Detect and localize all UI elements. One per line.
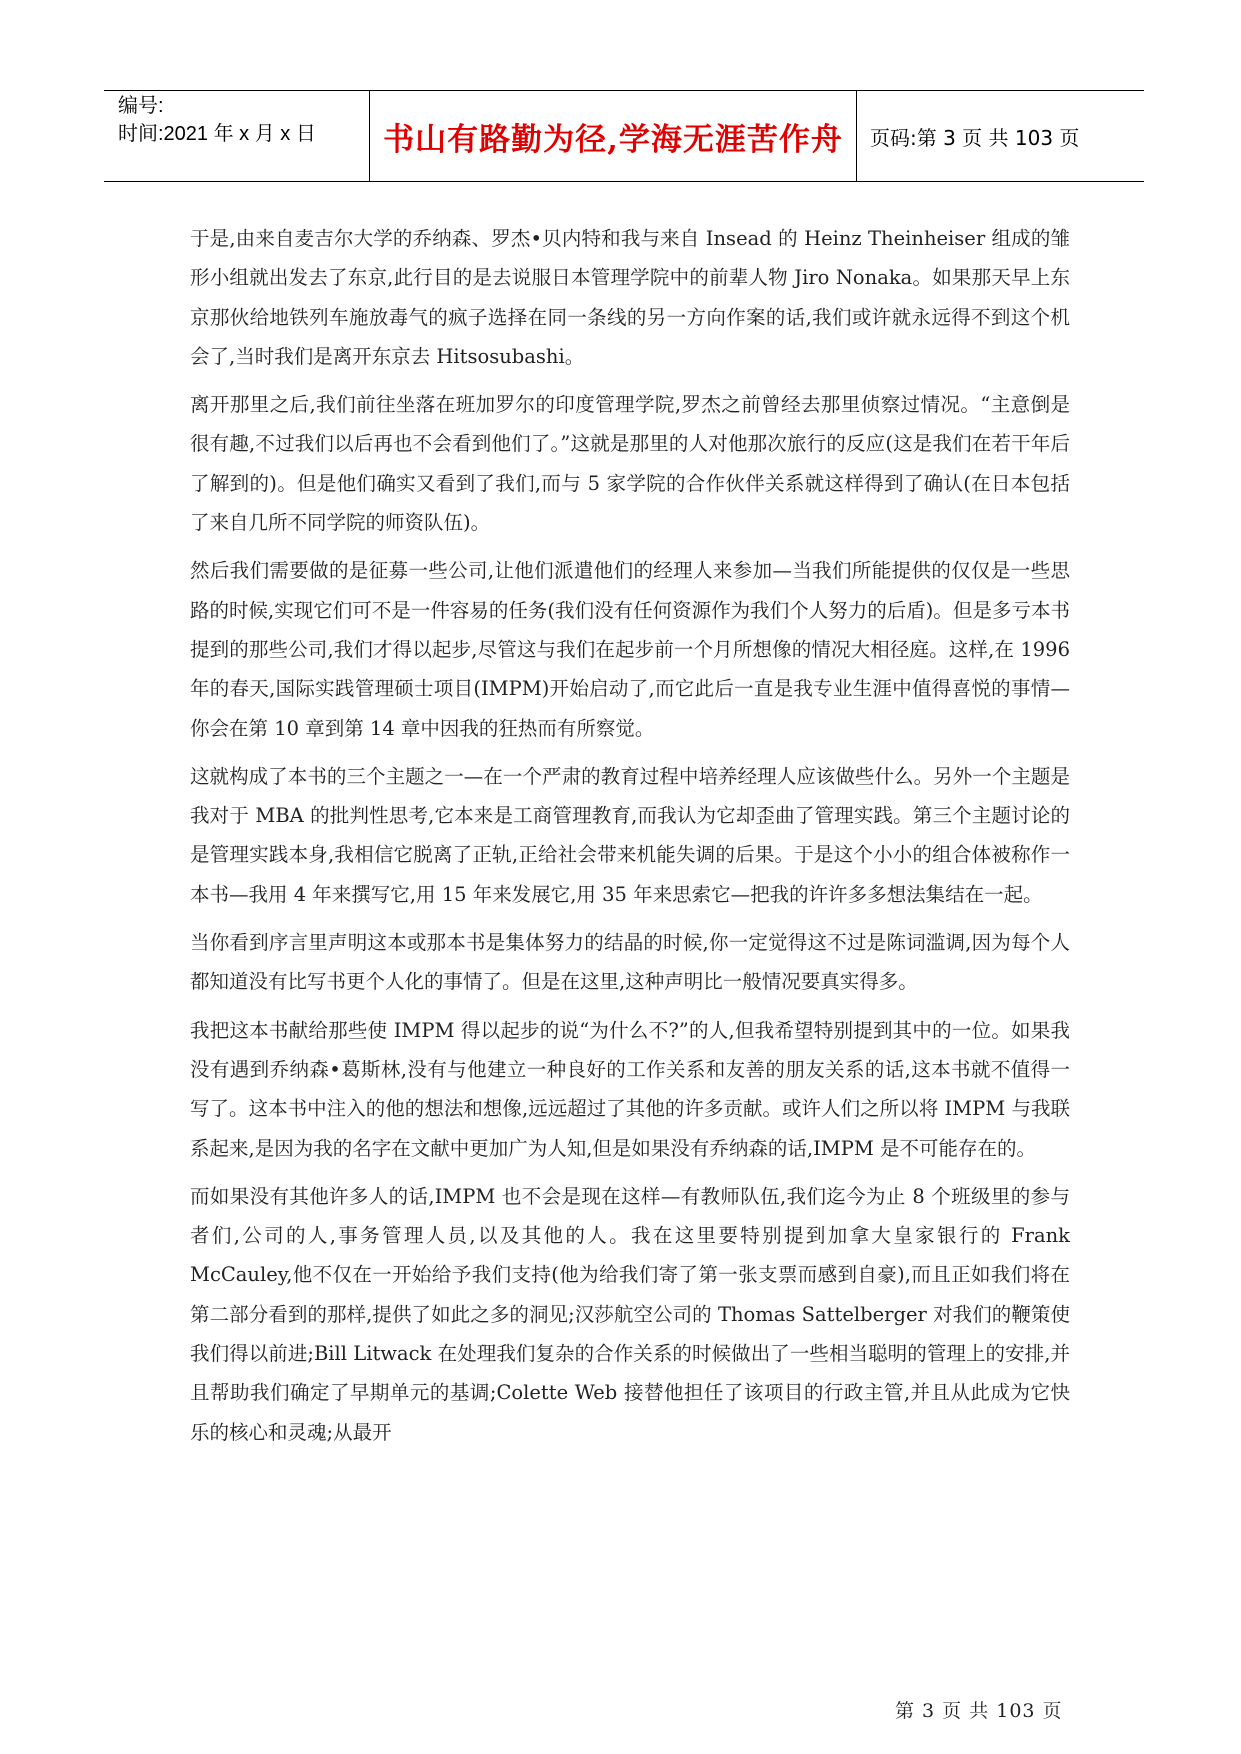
- paragraph: 然后我们需要做的是征募一些公司,让他们派遣他们的经理人来参加—当我们所能提供的仅仅是一些思路的时候,实现它们可不是一件容易的任务(我们没有任何资源作为我们个人努力的后盾)。但是多亏本书提到的那些公司,我们才得以起步,尽管这与我们在起步前一个月所想像的情况大相径庭。这样,在 1996 年的春天,国际实践管理硕士项目(IMPM)开始启动了,而它此后一直是我专业生涯中值得喜悦的事情—你会在第 10 章到第 14 章中因我的狂热而有所察觉。: [190, 559, 1070, 740]
- header-page-code: 页码:第 3 页 共 103 页: [870, 125, 1080, 150]
- paragraph: 而如果没有其他许多人的话,IMPM 也不会是现在这样—有教师队伍,我们迄今为止 8 个班级里的参与者们,公司的人,事务管理人员,以及其他的人。我在这里要特别提到加拿大皇家银行的 Frank McCauley,他不仅在一开始给予我们支持(他为给我们寄了第一张支票而感到自豪),而且正如我们将在第二部分看到的那样,提供了如此之多的洞见;汉莎航空公司的 Thomas Sattelberger 对我们的鞭策使我们得以前进;Bill Litwack 在处理我们复杂的合作关系的时候做出了一些相当聪明的管理上的安排,并且帮助我们确定了早期单元的基调;Colette Web 接替他担任了该项目的行政主管,并且从此成为它快乐的核心和灵魂;从最开: [190, 1184, 1070, 1444]
- paragraph: 当你看到序言里声明这本或那本书是集体努力的结晶的时候,你一定觉得这不过是陈词滥调,因为每个人都知道没有比写书更个人化的事情了。但是在这里,这种声明比一般情况要真实得多。: [190, 931, 1070, 994]
- paragraph: 离开那里之后,我们前往坐落在班加罗尔的印度管理学院,罗杰之前曾经去那里侦察过情况。“主意倒是很有趣,不过我们以后再也不会看到他们了。”这就是那里的人对他那次旅行的反应(这是我们在若干年后了解到的)。但是他们确实又看到了我们,而与 5 家学院的合作伙伴关系就这样得到了确认(在日本包括了来自几所不同学院的师资队伍)。: [190, 393, 1070, 535]
- page-footer: 第 3 页 共 103 页: [895, 1700, 1063, 1722]
- header-divider-right: [856, 90, 857, 182]
- paragraph: 于是,由来自麦吉尔大学的乔纳森、罗杰•贝内特和我与来自 Insead 的 Heinz Theinheiser 组成的雏形小组就出发去了东京,此行目的是去说服日本管理学院中的前辈人物 Jiro Nonaka。如果那天早上东京那伙给地铁列车施放毒气的疯子选择在同一条线的另一方向作案的话,我们或许就永远得不到这个机会了,当时我们是离开东京去 Hitsosubashi。: [190, 227, 1070, 368]
- header-number-label: 编号:: [118, 95, 164, 117]
- header-motto: 书山有路勤为径,学海无涯苦作舟: [383, 121, 843, 158]
- paragraph: 我把这本书献给那些使 IMPM 得以起步的说“为什么不?”的人,但我希望特别提到其中的一位。如果我没有遇到乔纳森•葛斯林,没有与他建立一种良好的工作关系和友善的朋友关系的话,这本书就不值得一写了。这本书中注入的他的想法和想像,远远超过了其他的许多贡献。或许人们之所以将 IMPM 与我联系起来,是因为我的名字在文献中更加广为人知,但是如果没有乔纳森的话,IMPM 是不可能存在的。: [190, 1018, 1070, 1160]
- body-text: [190, 219, 1070, 1461]
- header-time-label: 时间:2021 年 x 月 x 日: [118, 123, 316, 145]
- header-meta: [118, 92, 368, 148]
- page-header: [104, 90, 1144, 182]
- paragraph: 这就构成了本书的三个主题之一—在一个严肃的教育过程中培养经理人应该做些什么。另外一个主题是我对于 MBA 的批判性思考,它本来是工商管理教育,而我认为它却歪曲了管理实践。第三个主题讨论的是管理实践本身,我相信它脱离了正轨,正给社会带来机能失调的后果。于是这个小小的组合体被称作一本书—我用 4 年来撰写它,用 15 年来发展它,用 35 年来思索它—把我的许许多多想法集结在一起。: [190, 764, 1070, 906]
